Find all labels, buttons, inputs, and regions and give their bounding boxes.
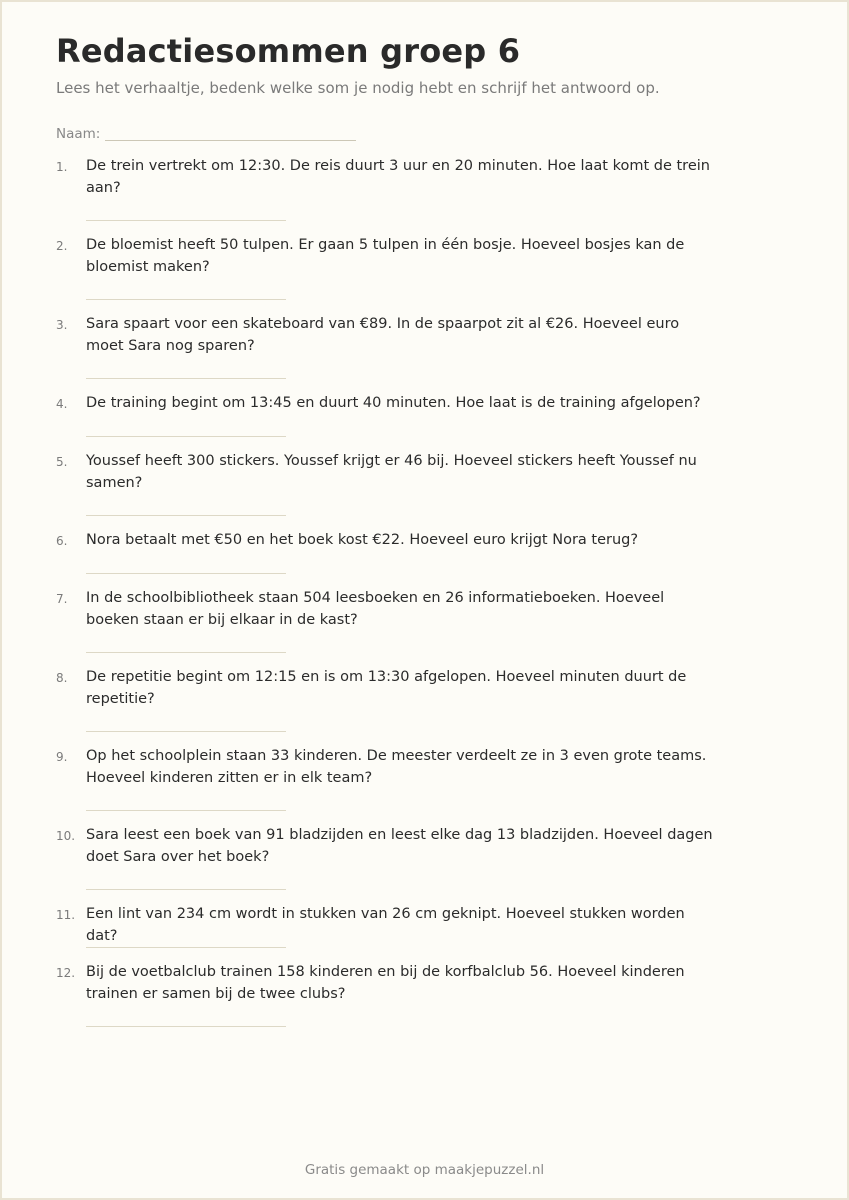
question-text: In de schoolbibliotheek staan 504 leesboeken en 26 informatieboeken. Hoeveel boeken staan er bij elkaar in de kast?: [86, 590, 665, 628]
name-answer-line[interactable]: [105, 140, 356, 141]
question-text: Sara spaart voor een skateboard van €89. In de spaarpot zit al €26. Hoeveel euro moet Sara nog sparen?: [86, 316, 680, 354]
question-text: De repetitie begint om 12:15 en is om 13:30 afgelopen. Hoeveel minuten duurt de repetitie?: [86, 669, 687, 707]
name-label: Naam:: [56, 126, 101, 142]
question-text: Bij de voetbalclub trainen 158 kinderen en bij de korfbalclub 56. Hoeveel kinderen trainen er samen bij de twee clubs?: [86, 964, 685, 1002]
question-text: De training begint om 13:45 en duurt 40 minuten. Hoe laat is de training afgelopen?: [86, 395, 701, 411]
question-text: De trein vertrekt om 12:30. De reis duurt 3 uur en 20 minuten. Hoe laat komt de trein aan?: [86, 158, 710, 196]
answer-line[interactable]: [86, 652, 286, 653]
page-subtitle: Lees het verhaaltje, bedenk welke som je nodig hebt en schrijf het antwoord op.: [56, 79, 660, 97]
question-number: 8.: [56, 671, 68, 685]
answer-line[interactable]: [86, 889, 286, 890]
question-text: Youssef heeft 300 stickers. Youssef krijgt er 46 bij. Hoeveel stickers heeft Youssef nu samen?: [86, 453, 697, 491]
answer-line[interactable]: [86, 378, 286, 379]
question-number: 9.: [56, 750, 68, 764]
answer-line[interactable]: [86, 1026, 286, 1027]
answer-line[interactable]: [86, 810, 286, 811]
question-number: 2.: [56, 239, 68, 253]
question-number: 3.: [56, 318, 68, 332]
question-text: De bloemist heeft 50 tulpen. Er gaan 5 tulpen in één bosje. Hoeveel bosjes kan de bloemist maken?: [86, 237, 685, 275]
answer-line[interactable]: [86, 573, 286, 574]
question-number: 1.: [56, 160, 68, 174]
answer-line[interactable]: [86, 947, 286, 948]
question-number: 5.: [56, 455, 68, 469]
question-text: Sara leest een boek van 91 bladzijden en leest elke dag 13 bladzijden. Hoeveel dagen doet Sara over het boek?: [86, 827, 713, 865]
answer-line[interactable]: [86, 731, 286, 732]
question-text: Een lint van 234 cm wordt in stukken van 26 cm geknipt. Hoeveel stukken worden dat?: [86, 906, 685, 944]
question-number: 4.: [56, 397, 68, 411]
page-title: Redactiesommen groep 6: [56, 32, 521, 70]
answer-line[interactable]: [86, 220, 286, 221]
answer-line[interactable]: [86, 515, 286, 516]
question-text: Op het schoolplein staan 33 kinderen. De meester verdeelt ze in 3 even grote teams. Hoeveel kinderen zitten er in elk team?: [86, 748, 707, 786]
question-number: 10.: [56, 829, 76, 843]
answer-line[interactable]: [86, 436, 286, 437]
question-number: 6.: [56, 534, 68, 548]
answer-line[interactable]: [86, 299, 286, 300]
question-text: Nora betaalt met €50 en het boek kost €22. Hoeveel euro krijgt Nora terug?: [86, 532, 639, 548]
name-row: [56, 123, 356, 143]
question-number: 11.: [56, 908, 76, 922]
question-number: 7.: [56, 592, 68, 606]
question-number: 12.: [56, 966, 76, 980]
footer-credit: Gratis gemaakt op maakjepuzzel.nl: [304, 1162, 545, 1178]
